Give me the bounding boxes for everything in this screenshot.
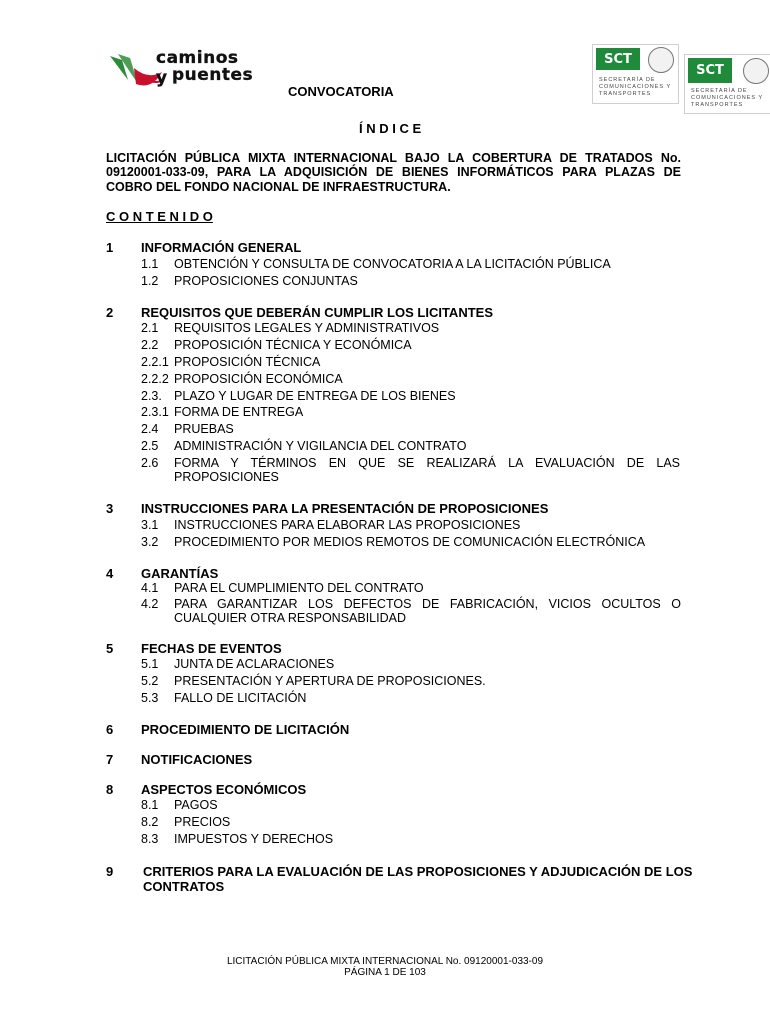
toc-item-label: PRESENTACIÓN Y APERTURA DE PROPOSICIONES.: [174, 674, 486, 688]
section-number: 2: [106, 305, 114, 320]
toc-item-label: FORMA Y TÉRMINOS EN QUE SE REALIZARÁ LA EVALUACIÓN DE LAS: [174, 456, 680, 470]
toc-item-number: 5.2: [141, 674, 159, 688]
sct-caption: SECRETARÍA DE COMUNICACIONES Y TRANSPORTES: [691, 88, 764, 108]
toc-item-label: FALLO DE LICITACIÓN: [174, 691, 307, 705]
national-seal-icon: [743, 58, 769, 84]
caminos-y-puentes-logo: [108, 48, 254, 92]
footer-line-1: LICITACIÓN PÚBLICA MIXTA INTERNACIONAL No. 09120001-033-09: [226, 956, 544, 967]
toc-item-label: PROPOSICIÓN ECONÓMICA: [174, 372, 343, 386]
section-number: 4: [106, 566, 114, 581]
toc-item-label: PARA GARANTIZAR LOS DEFECTOS DE FABRICACIÓN, VICIOS OCULTOS O: [174, 597, 681, 611]
toc-item-number: 1.2: [141, 274, 159, 288]
logo-text-line1: caminos y: [156, 48, 239, 88]
section-title: INFORMACIÓN GENERAL: [141, 240, 302, 255]
logo-text-line2: puentes: [172, 65, 254, 85]
toc-item-number: 2.5: [141, 439, 159, 453]
toc-item-label: PROPOSICIÓN TÉCNICA Y ECONÓMICA: [174, 338, 412, 352]
sct-badge: SCT: [596, 48, 640, 70]
toc-item-number: 5.3: [141, 691, 159, 705]
toc-item-label-continued: CUALQUIER OTRA RESPONSABILIDAD: [174, 611, 407, 625]
toc-item-number: 1.1: [141, 257, 159, 271]
section-number: 7: [106, 752, 114, 767]
intro-line-2: 09120001-033-09, PARA LA ADQUISICIÓN DE BIENES INFORMÁTICOS PARA PLAZAS DE: [106, 165, 681, 179]
section-title: NOTIFICACIONES: [141, 752, 253, 767]
intro-line-3: COBRO DEL FONDO NACIONAL DE INFRAESTRUCTURA.: [106, 180, 451, 194]
toc-item-number: 2.3.: [141, 389, 162, 403]
sct-logo-2: [684, 54, 770, 114]
toc-item-number: 2.2.2: [141, 372, 169, 386]
toc-item-label: PRUEBAS: [174, 422, 234, 436]
contents-heading: C O N T E N I D O: [106, 209, 213, 224]
section-title: PROCEDIMIENTO DE LICITACIÓN: [141, 722, 350, 737]
toc-item-label: FORMA DE ENTREGA: [174, 405, 304, 419]
intro-line-1: LICITACIÓN PÚBLICA MIXTA INTERNACIONAL BAJO LA COBERTURA DE TRATADOS No.: [106, 151, 681, 165]
toc-item-number: 2.3.1: [141, 405, 169, 419]
toc-item-label: JUNTA DE ACLARACIONES: [174, 657, 335, 671]
toc-item-label: PROPOSICIONES CONJUNTAS: [174, 274, 358, 288]
section-title: CRITERIOS PARA LA EVALUACIÓN DE LAS PROPOSICIONES Y ADJUDICACIÓN DE LOS: [143, 864, 693, 879]
toc-item-number: 8.2: [141, 815, 159, 829]
section-title: INSTRUCCIONES PARA LA PRESENTACIÓN DE PROPOSICIONES: [141, 501, 549, 516]
toc-item-number: 8.1: [141, 798, 159, 812]
sct-logo-1: [592, 44, 679, 104]
section-title-continued: CONTRATOS: [143, 879, 225, 894]
toc-item-label: IMPUESTOS Y DERECHOS: [174, 832, 334, 846]
toc-item-label: PRECIOS: [174, 815, 231, 829]
toc-item-number: 2.6: [141, 456, 159, 470]
toc-item-label: PLAZO Y LUGAR DE ENTREGA DE LOS BIENES: [174, 389, 456, 403]
toc-item-number: 5.1: [141, 657, 159, 671]
toc-item-label: PAGOS: [174, 798, 218, 812]
section-number: 3: [106, 501, 114, 516]
section-number: 1: [106, 240, 114, 255]
section-title: REQUISITOS QUE DEBERÁN CUMPLIR LOS LICITANTES: [141, 305, 493, 320]
toc-item-number: 2.2: [141, 338, 159, 352]
section-title: GARANTÍAS: [141, 566, 219, 581]
toc-item-label: ADMINISTRACIÓN Y VIGILANCIA DEL CONTRATO: [174, 439, 467, 453]
toc-item-number: 3.1: [141, 518, 159, 532]
national-seal-icon: [648, 47, 674, 73]
toc-item-label: PARA EL CUMPLIMIENTO DEL CONTRATO: [174, 581, 424, 595]
footer-page-number: PÁGINA 1 DE 103: [344, 967, 426, 978]
toc-item-label: OBTENCIÓN Y CONSULTA DE CONVOCATORIA A LA LICITACIÓN PÚBLICA: [174, 257, 611, 271]
sct-badge: SCT: [688, 58, 732, 83]
toc-item-number: 2.2.1: [141, 355, 169, 369]
toc-item-label: INSTRUCCIONES PARA ELABORAR LAS PROPOSICIONES: [174, 518, 521, 532]
toc-item-number: 2.1: [141, 321, 159, 335]
toc-item-label: PROCEDIMIENTO POR MEDIOS REMOTOS DE COMUNICACIÓN ELECTRÓNICA: [174, 535, 646, 549]
section-number: 9: [106, 864, 114, 879]
toc-item-label: PROPOSICIÓN TÉCNICA: [174, 355, 321, 369]
toc-item-number: 8.3: [141, 832, 159, 846]
section-title: FECHAS DE EVENTOS: [141, 641, 282, 656]
section-number: 5: [106, 641, 114, 656]
sct-caption: SECRETARÍA DE COMUNICACIONES Y TRANSPORTES: [599, 77, 672, 97]
toc-item-number: 4.2: [141, 597, 159, 611]
section-title: ASPECTOS ECONÓMICOS: [141, 782, 307, 797]
index-heading: Í N D I C E: [359, 121, 422, 136]
toc-item-number: 4.1: [141, 581, 159, 595]
toc-item-number: 3.2: [141, 535, 159, 549]
toc-item-label-continued: PROPOSICIONES: [174, 470, 279, 484]
section-number: 6: [106, 722, 114, 737]
page-title: CONVOCATORIA: [288, 84, 394, 99]
toc-item-number: 2.4: [141, 422, 159, 436]
section-number: 8: [106, 782, 114, 797]
toc-item-label: REQUISITOS LEGALES Y ADMINISTRATIVOS: [174, 321, 440, 335]
